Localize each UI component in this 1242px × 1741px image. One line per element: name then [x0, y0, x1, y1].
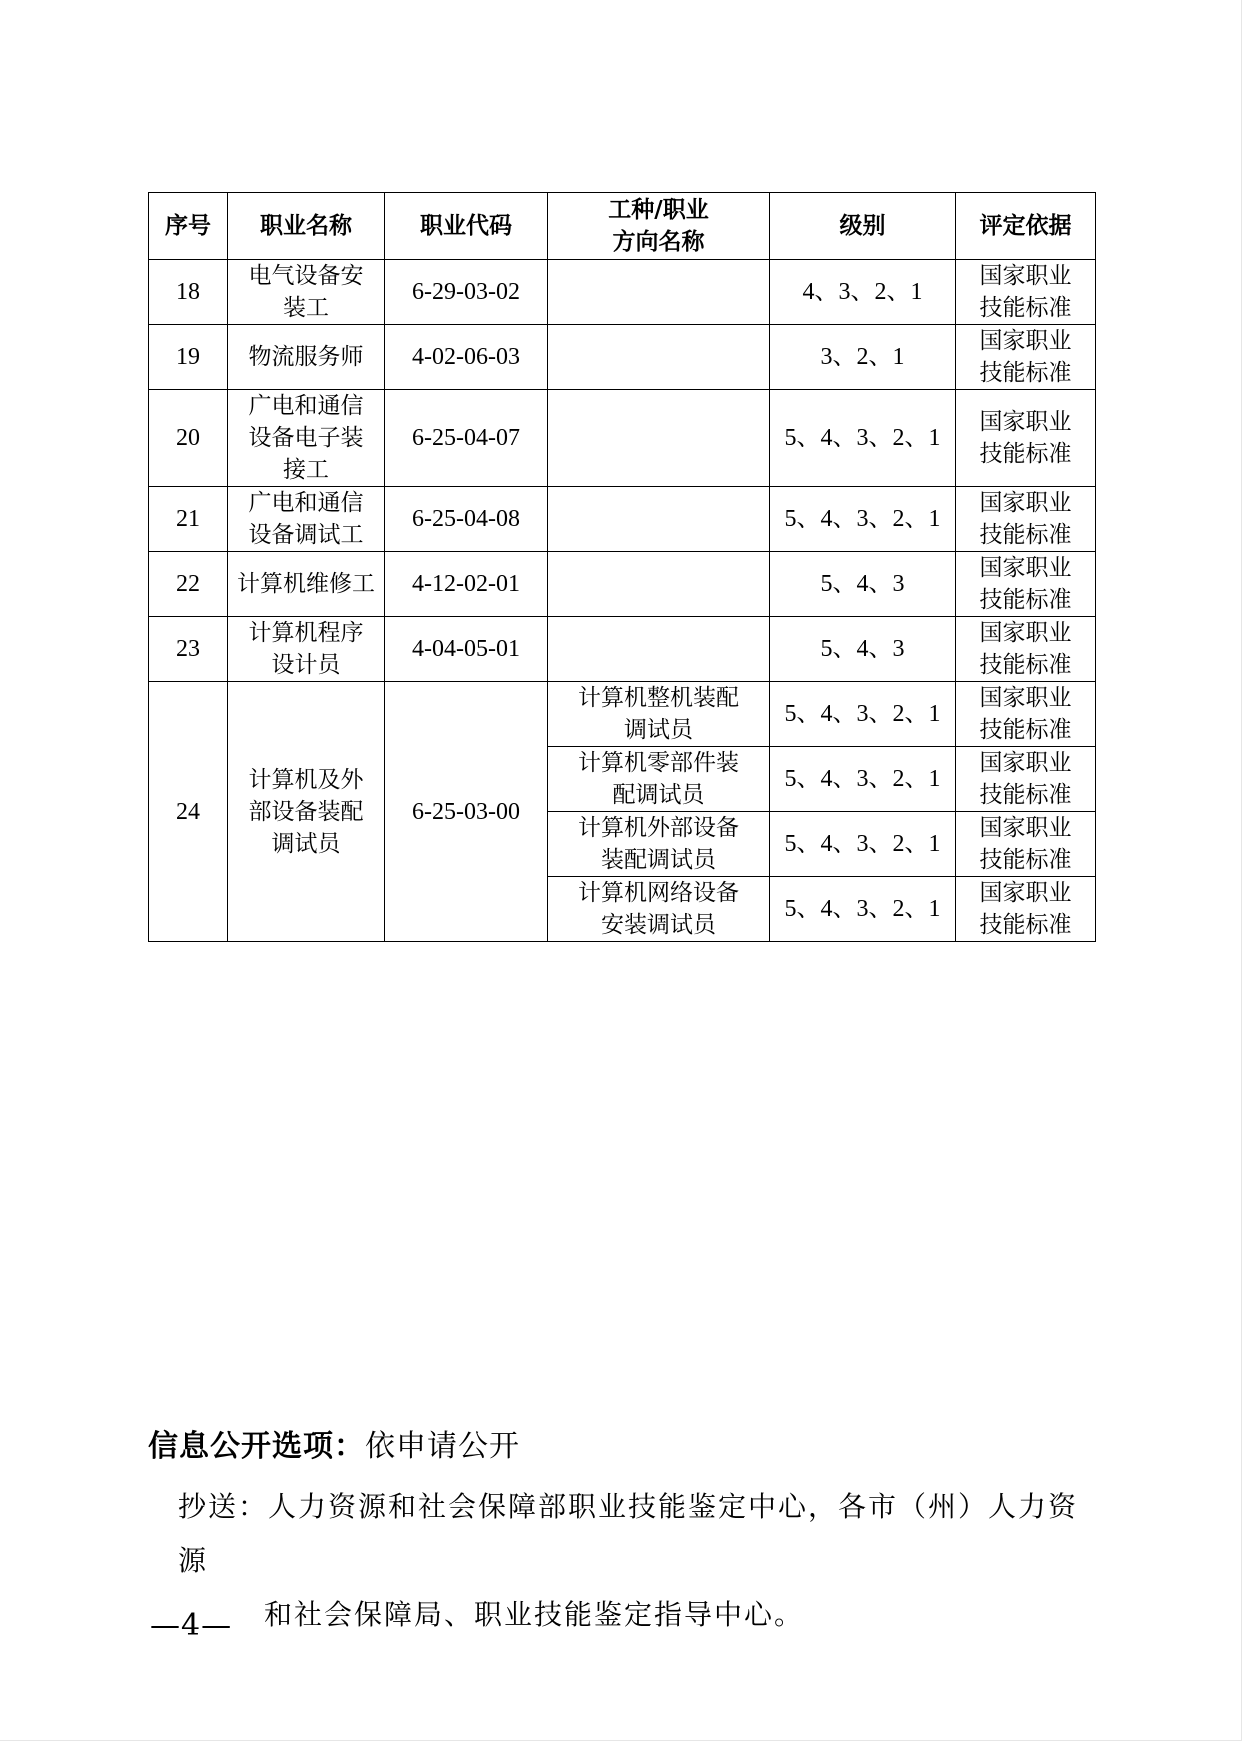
row-levels: 4、3、2、1: [770, 260, 956, 325]
row-basis: [956, 260, 1096, 325]
row-direction: [548, 325, 770, 390]
row-serial: 20: [149, 390, 228, 487]
row-name: [228, 682, 385, 942]
header-direction-line1: 工种/职业: [608, 197, 709, 223]
row-serial: 22: [149, 552, 228, 617]
row-levels: 5、4、3、2、1: [770, 877, 956, 942]
row-code: 4-04-05-01: [385, 617, 548, 682]
row-basis: [956, 552, 1096, 617]
row-basis-line: 技能标准: [979, 441, 1072, 467]
table-row: [149, 390, 1096, 487]
row-basis-line: 国家职业: [979, 263, 1072, 289]
row-code: 6-25-04-08: [385, 487, 548, 552]
row-basis: [956, 877, 1096, 942]
header-direction-name: [548, 193, 770, 260]
row-name-line: 设备调试工: [248, 522, 364, 548]
row-name-line: 计算机及外: [248, 766, 364, 793]
row-name-line: 设备电子装: [248, 425, 364, 451]
row-basis-line: 技能标准: [979, 360, 1072, 386]
row-basis-line: 技能标准: [979, 912, 1072, 938]
page-number: —4—: [150, 1608, 233, 1643]
row-basis-line: 国家职业: [979, 880, 1072, 906]
row-basis-line: 国家职业: [979, 815, 1072, 841]
header-basis: 评定依据: [956, 193, 1096, 260]
row-code: 4-12-02-01: [385, 552, 548, 617]
row-direction-line: 配调试员: [612, 782, 705, 808]
row-serial: 18: [149, 260, 228, 325]
row-direction-line: 调试员: [624, 717, 693, 743]
row-name-line: 调试员: [271, 830, 341, 857]
row-basis: [956, 487, 1096, 552]
disclosure-value: 依申请公开: [365, 1429, 520, 1464]
disclosure-option: [148, 1421, 520, 1465]
row-code: 6-29-03-02: [385, 260, 548, 325]
row-basis-line: 国家职业: [979, 409, 1072, 435]
row-direction: [548, 260, 770, 325]
row-basis-line: 技能标准: [979, 847, 1072, 873]
row-basis: [956, 812, 1096, 877]
row-basis-line: 技能标准: [979, 295, 1072, 321]
row-name: [228, 390, 385, 487]
row-direction-line: 计算机网络设备: [578, 880, 739, 906]
row-direction: [548, 747, 770, 812]
header-serial: 序号: [149, 193, 228, 260]
row-direction-line: 计算机零部件装: [578, 750, 739, 776]
row-name: 物流服务师: [228, 325, 385, 390]
table-row: [149, 552, 1096, 617]
row-basis: [956, 390, 1096, 487]
row-name-line: 计算机程序: [248, 620, 364, 646]
row-basis-line: 国家职业: [979, 555, 1072, 581]
row-levels: 5、4、3: [770, 552, 956, 617]
table-row: [149, 487, 1096, 552]
row-direction-line: 计算机外部设备: [578, 815, 739, 841]
row-serial: 19: [149, 325, 228, 390]
row-levels: 5、4、3、2、1: [770, 390, 956, 487]
disclosure-label: 信息公开选项：: [148, 1429, 365, 1464]
row-direction: [548, 552, 770, 617]
row-code: 6-25-03-00: [385, 682, 548, 942]
row-name-line: 广电和通信: [248, 393, 364, 419]
row-name-line: 装工: [283, 295, 329, 321]
row-basis-line: 技能标准: [979, 717, 1072, 743]
row-name-line: 电气设备安: [248, 263, 364, 289]
row-levels: 5、4、3、2、1: [770, 682, 956, 747]
table-header-row: [149, 193, 1096, 260]
row-name-line: 广电和通信: [248, 490, 364, 516]
row-levels: 5、4、3、2、1: [770, 747, 956, 812]
row-serial: 23: [149, 617, 228, 682]
cc-line-1: 抄送：人力资源和社会保障部职业技能鉴定中心，各市（州）人力资源: [178, 1490, 1079, 1577]
row-name-line: 部设备装配: [248, 798, 364, 825]
row-direction: [548, 487, 770, 552]
row-basis-line: 国家职业: [979, 750, 1072, 776]
row-direction-line: 计算机整机装配: [578, 685, 739, 711]
occupation-table: [148, 192, 1096, 942]
row-name-line: 设计员: [271, 652, 341, 678]
row-levels: 5、4、3、2、1: [770, 487, 956, 552]
row-code: 4-02-06-03: [385, 325, 548, 390]
row-direction: [548, 682, 770, 747]
row-levels: 3、2、1: [770, 325, 956, 390]
table-row: [149, 617, 1096, 682]
row-direction: [548, 617, 770, 682]
row-basis-line: 国家职业: [979, 685, 1072, 711]
row-basis: [956, 617, 1096, 682]
row-basis: [956, 325, 1096, 390]
table-row: [149, 260, 1096, 325]
row-basis-line: 国家职业: [979, 620, 1072, 646]
row-levels: 5、4、3、2、1: [770, 812, 956, 877]
table-row: [149, 325, 1096, 390]
row-direction-line: 装配调试员: [601, 847, 716, 873]
row-basis-line: 国家职业: [979, 490, 1072, 516]
header-occupation-code: 职业代码: [385, 193, 548, 260]
header-direction-line2: 方向名称: [612, 229, 705, 255]
cc-line-2: 和社会保障局、职业技能鉴定指导中心。: [264, 1598, 805, 1631]
header-level: 级别: [770, 193, 956, 260]
row-name: [228, 260, 385, 325]
row-direction-line: 安装调试员: [601, 912, 716, 938]
row-direction: [548, 812, 770, 877]
row-serial: 24: [149, 682, 228, 942]
row-basis-line: 技能标准: [979, 652, 1072, 678]
row-basis: [956, 747, 1096, 812]
row-name-line: 接工: [283, 457, 329, 483]
row-basis: [956, 682, 1096, 747]
row-name: [228, 487, 385, 552]
row-basis-line: 技能标准: [979, 522, 1072, 548]
row-direction: [548, 390, 770, 487]
header-occupation-name: 职业名称: [228, 193, 385, 260]
row-basis-line: 国家职业: [979, 328, 1072, 354]
row-direction: [548, 877, 770, 942]
table-row: [149, 682, 1096, 747]
cc-recipients: [178, 1480, 1098, 1642]
row-name: [228, 617, 385, 682]
row-basis-line: 技能标准: [979, 587, 1072, 613]
row-name: 计算机维修工: [228, 552, 385, 617]
row-basis-line: 技能标准: [979, 782, 1072, 808]
row-serial: 21: [149, 487, 228, 552]
row-code: 6-25-04-07: [385, 390, 548, 487]
row-levels: 5、4、3: [770, 617, 956, 682]
